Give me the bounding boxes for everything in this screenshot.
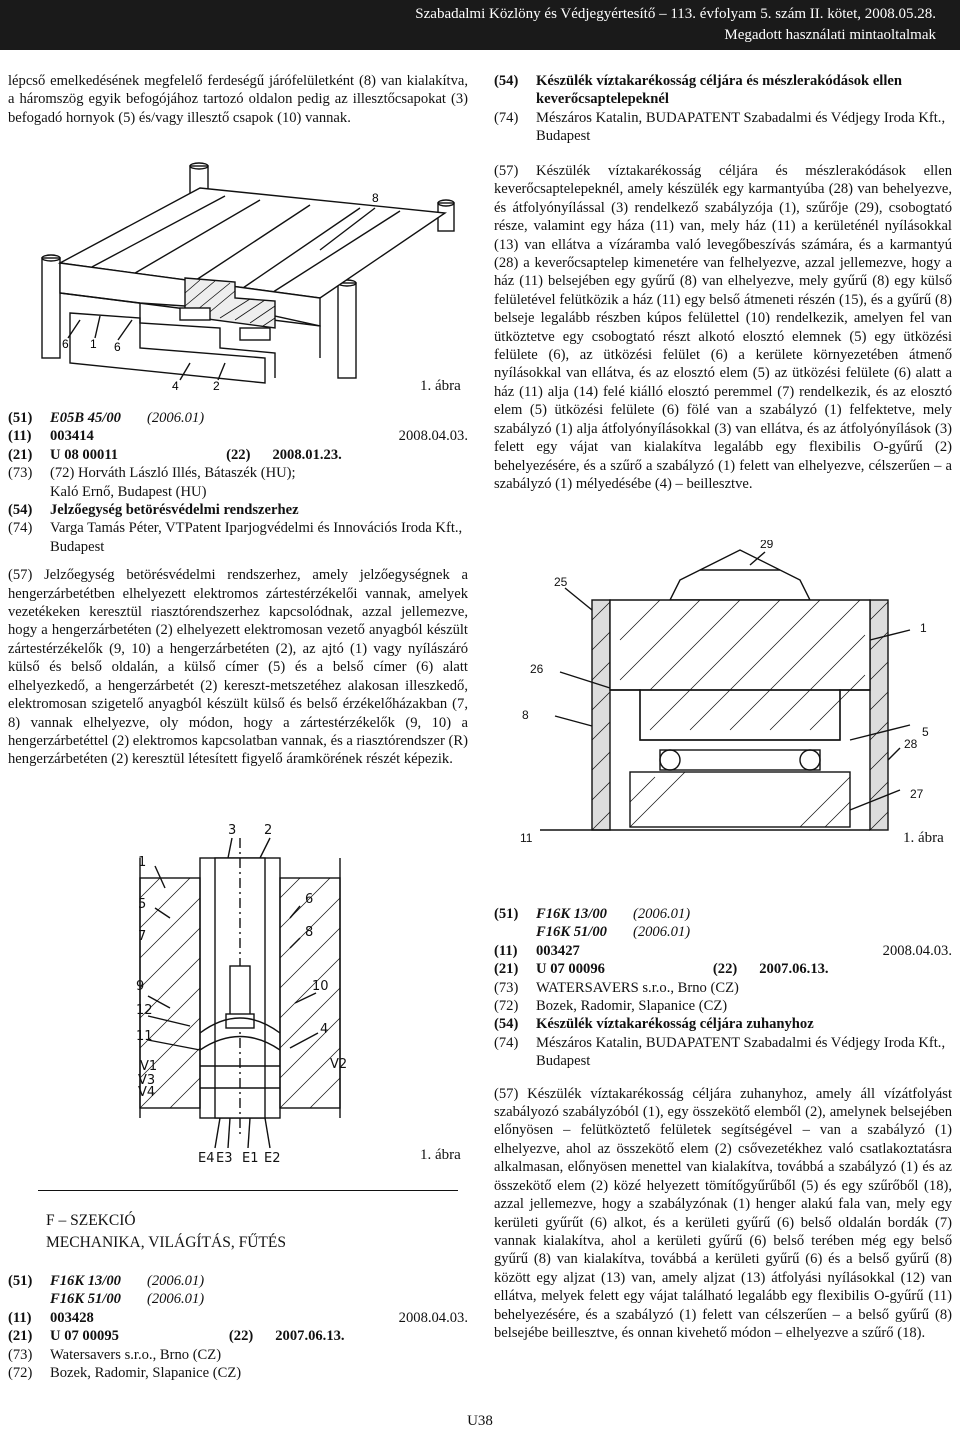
fig2-label-v4: V4 <box>138 1085 156 1100</box>
fig2-label-2: 2 <box>264 823 273 838</box>
fig2-label-9: 9 <box>136 979 145 994</box>
section-title: Megadott használati mintaoltalmak <box>724 27 936 43</box>
entry-003428: (51) F16K 13/00 (2006.01) F16K 51/00 (2006.01) (11) 003428 2008.04.03. (21) U 07 00095 (22) 2007.06.13. (73) Watersavers s.r.o., Brno (CZ) (72) Bozek, Radomir, Slapanice (CZ) <box>8 1273 468 1382</box>
fig3-label-25: 25 <box>554 575 568 589</box>
entry-right-top-header: (54) Készülék víztakarékosság céljára és mészlerakódások ellen keverőcsaptelepeknél (74) Mészáros Katalin, BUDAPATENT Szabadalmi és Védjegy Iroda Kft., Budapest <box>494 73 946 145</box>
section-heading: F – SZEKCIÓ MECHANIKA, VILÁGÍTÁS, FŰTÉS <box>46 1212 286 1251</box>
fig1-label-6b: 6 <box>114 340 121 354</box>
figure-lock <box>100 818 380 1168</box>
entry-003427: (51) F16K 13/00 (2006.01) F16K 51/00 (2006.01) (11) 003427 2008.04.03. (21) U 07 00096 (22) 2007.06.13. (73) WATERSAVERS s.r.o., Brno (CZ) (72) Bozek, Radomir, Slapanice (CZ) (54) Készülék víztakarékosság céljára zuhanyhoz (74) Mészáros Katalin, BUDAPATENT Szabadalmi és Védjegy Iroda Kft., Budapest (57) Készülék víztakarékosság céljára zuhanyhoz, amely áll vízátfolyást szabályozó szabályzóból (1), egy összekötő elemből (2), amelynek belsejében előnyösen – felütköztető felületek segítségével – van a szabályzó (1) elhelyezve, ahol az összekötő elem (2) csővezetékhez való csatlakoztatásra alkalmasan, előnyösen menettel van kialakítva, továbbá a szabályzó (1) és az összekötő elem (2) közé helyezett tömítőgyűrűből (5) és egy szűrőből (18), azzal jellemezve, hogy a szabályzónak (1) henger alakú fala van, mely egy kerületi gyűrűt (6) alkot, és a kerületi gyűrű (6) belső oldalán bordák (7) vannak kialakítva, ahol a kerületi gyűrű (6) belső terében még egy belső gyűrű (8) van kialakítva, továbbá a kerületi gyűrű (6) és a belső gyűrű (8) között egy aljzat (13) van, amely aljzat (13) átfolyási nyílásokkal (12) van ellátva, melyek felett egy vájat található legalább egy flexibilis O-gyűrű (11) behelyezésére, és a szabályzó (1) felett van célszerűen – a belső gyűrű (8) belsejébe beillesztve, és onnan kivehető módon – elhelyezve a szűrő (18). <box>494 906 952 1341</box>
fig1-label-4: 4 <box>172 379 179 393</box>
fig2-label-6: 6 <box>305 892 314 907</box>
entry-003414: (51) E05B 45/00 (2006.01) (11) 003414 2008.04.03. (21) U 08 00011 (22) 2008.01.23. (73) (72) Horváth László Illés, Bátaszék (HU); Kaló Ernő, Budapest (HU) (54) Jelzőegység betörésvédelmi rendszerhez (74) Varga Tamás Péter, VTPatent Iparjogvédelmi és Innovációs Iroda Kft., Budapest (57) Jelzőegység betörésvédelmi rendszerhez, amely jelzőegységnek a hengerzárbetétben elhelyezett elektromos zártestérzékelői vannak, amelyek vezetékeken keresztül riasztórendszerhez kapcsolódnak, azzal jellemezve, hogy a hengerzárbetéten (2) elhelyezett elektromosan vezető anyagból készült zártestérzékelők (9, 10) a hengerzárbetéten (2), az ajtó (1) vagy nyílászáró külső és belső oldalán, a külső címer (5) és a belső címer (6) alatt elhelyezkedő, a hengerzárbetét (2) kereszt-metszetéhez alakosan illeszkedő, elektromosan szigetelő anyagból készült külső és belső érzékelőházakban (7, 8) vannak elhelyezve, oly módon, hogy a zártestérzékelők (9, 10) a hengerzárbetéttel (2) elektromos kapcsolatban vannak, és a riasztórendszer (R) hengerzárbetéten (2) keresztül létesített figyelő áramkörének részét képezik. <box>8 410 468 768</box>
fig2-label-5: 5 <box>138 897 147 912</box>
abstract-003414: (57) Jelzőegység betörésvédelmi rendszerhez, amely jelzőegységnek a hengerzárbetétben elhelyezett elektromos zártestérzékelői vannak, amelyek vezetékeken keresztül riasztórendszerhez kapcsolódnak, azzal jellemezve, hogy a hengerzárbetéten (2) elhelyezett elektromosan vezető anyagból készült zártestérzékelők (9, 10) a hengerzárbetéten (2), az ajtó (1) vagy nyílászáró külső és belső oldalán, a külső címer (5) és a belső címer (6) alatt elhelyezkedő, a hengerzárbetét (2) kereszt-metszetéhez alakosan illeszkedő, elektromosan szigetelő anyagból készült külső és belső érzékelőházakban (7, 8) vannak elhelyezve, oly módon, hogy a zártestérzékelők (9, 10) a hengerzárbetéttel (2) elektromos kapcsolatban vannak, és a riasztórendszer (R) hengerzárbetéten (2) keresztül létesített figyelő áramkörének részét képezik. <box>8 567 468 768</box>
fig2-label-7: 7 <box>138 929 147 944</box>
fig1-label-2: 2 <box>213 379 220 393</box>
fig3-caption: 1. ábra <box>903 830 944 846</box>
fig2-label-v1: V1 <box>140 1059 158 1074</box>
journal-title: Szabadalmi Közlöny és Védjegyértesítő – 113. évfolyam 5. szám II. kötet, 2008.05.28. <box>415 6 936 22</box>
fig2-label-4: 4 <box>320 1022 329 1037</box>
fig2-label-8: 8 <box>305 925 314 940</box>
fig2-label-1: 1 <box>138 855 147 870</box>
page-header <box>0 0 960 50</box>
fig2-label-e4: E4 <box>198 1151 215 1166</box>
fig1-caption: 1. ábra <box>420 378 461 394</box>
fig3-label-28: 28 <box>904 737 918 751</box>
left-top-text: lépcső emelkedésének megfelelő ferdeségű járófelületként (8) van kialakítva, a háromszög egyik befogójához tartozó oldalon pedig az illesztőcsapokat (3) befogadó hornyok (5) és/vagy illesztő csapok (10) vannak. <box>8 73 468 126</box>
fig2-label-11: 11 <box>136 1029 153 1044</box>
fig2-label-3: 3 <box>228 823 237 838</box>
figure-stair <box>20 158 470 403</box>
fig1-label-8: 8 <box>372 191 379 205</box>
section-divider <box>38 1190 458 1191</box>
fig3-label-1: 1 <box>920 621 927 635</box>
fig2-label-e1: E1 <box>242 1151 259 1166</box>
fig3-label-29: 29 <box>760 540 774 551</box>
fig2-caption: 1. ábra <box>420 1147 461 1163</box>
fig2-label-e2: E2 <box>264 1151 281 1166</box>
figure-aerator <box>510 540 950 850</box>
abstract-003427: (57) Készülék víztakarékosság céljára zuhanyhoz, amely áll vízátfolyást szabályozó szabályzóból (1), egy összekötő elemből (2), amelynek belsejében előnyösen – felütköztető felületek segítségével – van a szabályzó (1) elhelyezve, ahol az összekötő elem (2) csővezetékhez való csatlakoztatásra alkalmasan, előnyösen menettel van kialakítva, továbbá a szabályzó (1) és az összekötő elem (2) közé helyezett tömítőgyűrűből (5) és egy szűrőből (18), azzal jellemezve, hogy a szabályzónak (1) henger alakú fala van, mely egy kerületi gyűrűt (6) alkot, és a kerületi gyűrű (6) belső oldalán bordák (7) vannak kialakítva, ahol a kerületi gyűrű (6) belső terében még egy belső gyűrű (8) van kialakítva, továbbá a kerületi gyűrű (6) és a belső gyűrű (8) között egy aljzat (13) van, amely aljzat (13) átfolyási nyílásokkal (12) van ellátva, melyek felett egy vájat található legalább egy flexibilis O-gyűrű (11) behelyezésére, és a szabályzó (1) felett van célszerűen – a belső gyűrű (8) belsejébe beillesztve, és onnan kivehető módon – elhelyezve a szűrő (18). <box>494 1085 952 1341</box>
page-number: U38 <box>467 1413 493 1429</box>
fig2-label-e3: E3 <box>216 1151 233 1166</box>
abstract-keverocsap: (57) Készülék víztakarékosság céljára és mészlerakódások ellen keverőcsaptelepeknél, amely készülék egy karmantyúba (28) van behelyezve, és átfolyónyílással (3) rendelkező szabályzója (1), szűrője (29), csobogtató része, valamint egy háza (11) van, mely ház (11) a kerületénél nyílásokkal (13) van ellátva a vízáramba való levegőbeszívás számára, és a karmantyú (28) a keverőcsaptelep kimenetére van felhelyezve, azzal jellemezve, hogy a ház (11) belsejében egy gyűrű (8) van elhelyezve, mely gyűrű (8) egy külső felületével felütközik a ház (11) egy belső átmeneti részén (15), és a gyűrű (8) belseje legalább részben kúpos felülettel (10) rendelkezik, amelyen fel van ütköztetve egy csobogtató részt alkotó elosztó elemnek (5) egy ütközési felülete (6), az ütközési felület (6) a kerülete környezetében átmenő nyílásokkal van ellátva, és az elosztó elem (5) az ütközési felülete (6) alatt a ház (11) alja (14) felé kiálló elosztó peremmel (7) rendelkezik, és az elosztó elem (5) ütközési felülete (6) fölé van a szabályzó (1) felfektetve, mely szabályzó (1) alja átfolyónyílásokkal (3) van ellátva, és az átfolyónyílások (3) felett egy vájat van kialakítva legalább egy flexibilis O-gyűrű (2) behelyezésére, és a szűrő a szabályzó (1) felett van elhelyezve, célszerűen – a szabályzó (1) mélyedésébe (4) – beillesztve. <box>494 163 952 492</box>
fig2-label-v2: V2 <box>330 1057 348 1072</box>
fig3-label-5: 5 <box>922 725 929 739</box>
fig1-label-6a: 6 <box>62 337 69 351</box>
fig2-label-v3: V3 <box>138 1073 156 1088</box>
fig3-label-8: 8 <box>522 708 529 722</box>
fig1-label-1: 1 <box>90 337 97 351</box>
fig2-label-10: 10 <box>312 979 329 994</box>
fig3-label-26: 26 <box>530 662 544 676</box>
fig3-label-11: 11 <box>520 831 533 845</box>
fig2-label-12: 12 <box>136 1003 153 1018</box>
fig3-label-27: 27 <box>910 787 924 801</box>
